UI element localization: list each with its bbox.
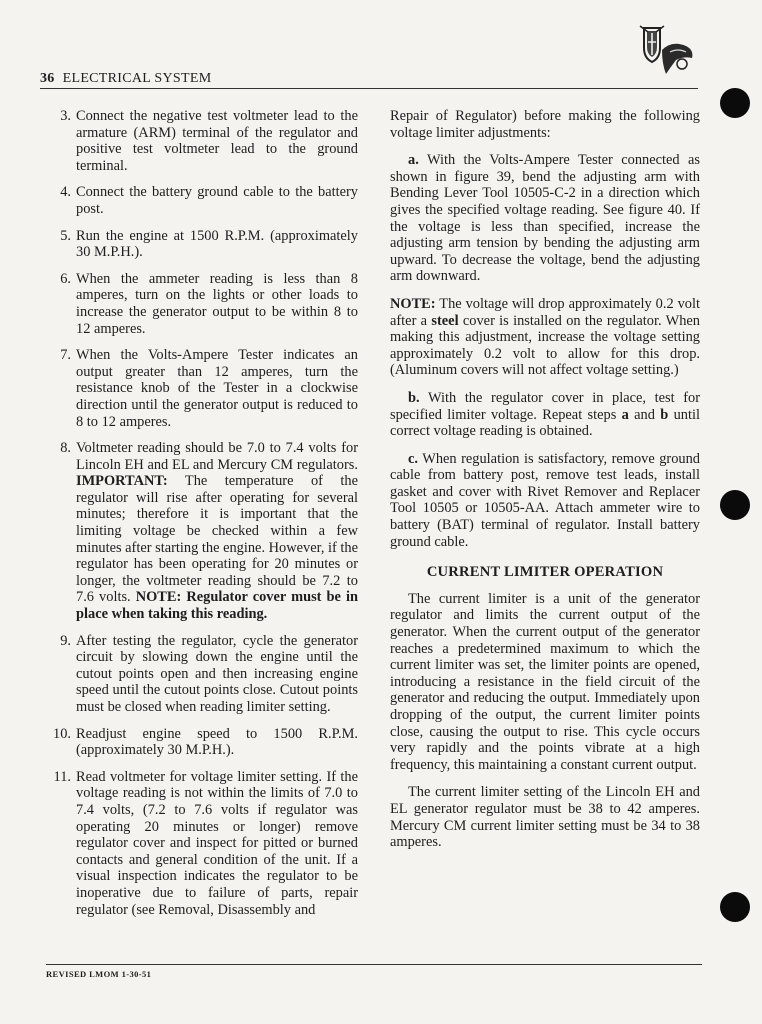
page-header	[40, 71, 698, 89]
binder-hole	[720, 490, 750, 520]
continuation-text: Repair of Regulator) before making the following voltage limiter adjustments:	[390, 108, 700, 141]
page-number: 36	[40, 71, 55, 86]
list-item: 3. Connect the negative test voltmeter lead to the armature (ARM) terminal of the regulator and positive test voltmeter lead to the ground terminal.	[60, 108, 358, 174]
important-label: IMPORTANT:	[76, 473, 168, 490]
left-column	[48, 108, 358, 928]
note-paragraph: NOTE: The voltage will drop approximately 0.2 volt after a steel cover is installed on the regulator. When making this adjustment, increase the voltage setting approximately 0.2 volt to allow for this drop. (Aluminum covers will not affect voltage setting.)	[390, 295, 700, 379]
right-column	[390, 108, 700, 862]
list-item: 7. When the Volts-Ampere Tester indicates an output greater than 12 amperes, turn the resistance knob of the Tester in a clockwise direction until the generator output is reduced to 8 to 12 amperes.	[60, 347, 358, 430]
list-item: 5. Run the engine at 1500 R.P.M. (approximately 30 M.P.H.).	[60, 227, 358, 261]
note-label: NOTE:	[135, 589, 182, 606]
binder-hole	[720, 88, 750, 118]
list-item: 4. Connect the battery ground cable to the battery post.	[60, 184, 358, 217]
list-item: 10. Readjust engine speed to 1500 R.P.M. (approximately 30 M.P.H.).	[53, 725, 358, 759]
step-c: c. When regulation is satisfactory, remove ground cable from battery post, remove test leads, install gasket and cover with Rivet Remover and Replacer Tool 10505 or 10505-AA. Attach ammeter wire to battery (BAT) terminal of regulator. Install battery ground cable.	[390, 450, 700, 550]
section-title: CURRENT LIMITER OPERATION	[426, 564, 664, 581]
step-b: b. With the regulator cover in place, test for specified limiter voltage. Repeat steps a and b until correct voltage reading is obtained.	[390, 389, 700, 440]
page-footer: REVISED LMOM 1-30-51	[46, 964, 702, 979]
list-item: 6. When the ammeter reading is less than 8 amperes, turn on the lights or other loads to increase the generator output to be within 8 to 12 amperes.	[60, 270, 358, 337]
paragraph: The current limiter is a unit of the generator regulator and limits the current output of the generator. When the current output of the generator reaches a predetermined maximum to which the current limiter was set, the limiter points are opened, introducing a resistance in the field circuit of the generator and reducing the output. Immediately upon dropping of the output, the current limiter points close, causing the output to rise. This cycle occurs very rapidly and the points vibrate at a high frequency, this maintaining a constant current output.	[390, 590, 700, 773]
note-label: NOTE:	[390, 295, 436, 312]
list-item: 8. Voltmeter reading should be 7.0 to 7.4 volts for Lincoln EH and EL and Mercury CM regulators. IMPORTANT: The temperature of the regulator will rise after operating for several minutes; therefore it is important that the limiting voltage be checked within a few minutes after starting the engine. However, if the regulator has been operating for 20 minutes or longer, the voltmeter reading should be 7.2 to 7.6 volts. NOTE: Regulator cover must be in place when taking this reading.	[60, 440, 358, 623]
step-a: a. With the Volts-Ampere Tester connected as shown in figure 39, bend the adjusting arm with Bending Lever Tool 10505-C-2 in a direction which gives the specified voltage reading. See figure 40. If the voltage is less than specified, increase the adjusting arm tension by bending the adjusting arm upward. To decrease the voltage, bend the adjusting arm downward.	[390, 152, 700, 285]
list-item: 9. After testing the regulator, cycle the generator circuit by slowing down the engine until the cutout points open and then increasing engine speed until the cutout points close. Cutout points must be closed when reading limiter setting.	[60, 632, 358, 715]
paragraph: The current limiter setting of the Lincoln EH and EL generator regulator must be 38 to 42 amperes. Mercury CM current limiter setting must be 34 to 38 amperes.	[390, 784, 700, 851]
binder-hole	[720, 892, 750, 922]
section-name: ELECTRICAL SYSTEM	[62, 71, 212, 86]
list-item: 11. Read voltmeter for voltage limiter setting. If the voltage reading is not within the limits of 7.0 to 7.4 volts, (7.2 to 7.6 volts if regulator was operating 20 minutes or longer) remove regulator cover and inspect for pitted or burned contacts and general condition of the unit. If a visual inspection indicates the regulator to be inoperative due to failure of parts, repair regulator (see Removal, Disassembly and	[53, 768, 358, 918]
